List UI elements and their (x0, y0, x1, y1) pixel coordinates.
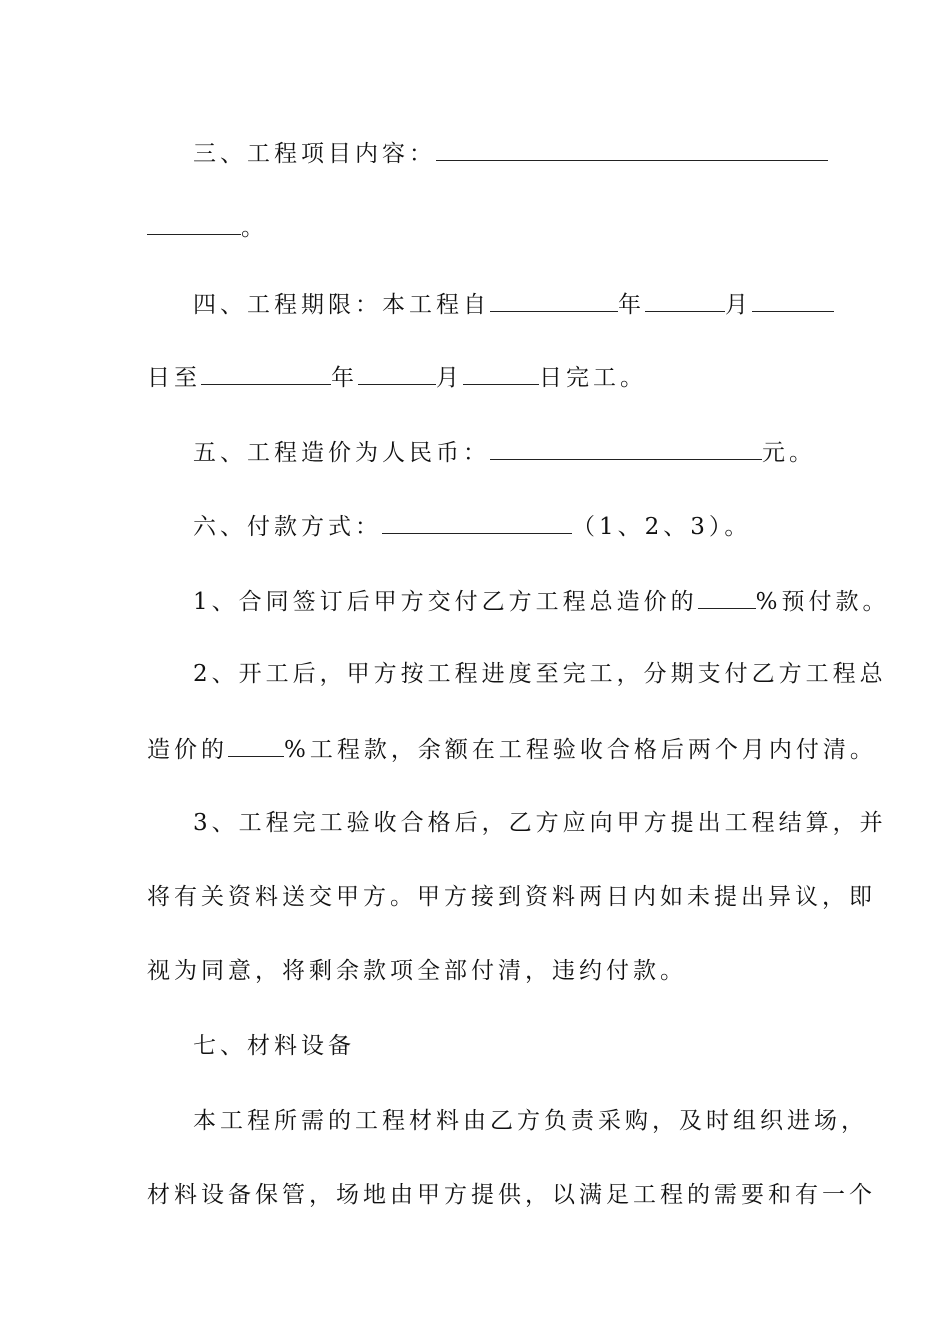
project-content-blank (436, 132, 828, 161)
section-6-line (193, 505, 853, 545)
section-5-heading: 五、工程造价为人民币： (193, 440, 490, 466)
section-4-heading: 四、工程期限：本工程自 (193, 292, 490, 318)
end-month-label: 月 (436, 365, 463, 391)
clause-2-cont-b: %工程款，余额在工程验收合格后两个月内付清。 (284, 737, 877, 763)
section-4-line (193, 283, 853, 323)
start-day-blank (752, 283, 834, 312)
clause-3-text: 3、工程完工验收合格后，乙方应向甲方提出工程结算，并 (193, 810, 887, 836)
clause-2-text: 2、开工后，甲方按工程进度至完工，分期支付乙方工程总 (193, 661, 887, 687)
section-7-line (193, 1026, 853, 1066)
month-label: 月 (725, 292, 752, 318)
clause-1-line (193, 580, 890, 620)
section-7-paragraph-line-1 (193, 1101, 868, 1141)
section-3-heading: 三、工程项目内容： (193, 141, 436, 167)
day-to-label: 日至 (147, 365, 201, 391)
clause-3-line (193, 803, 887, 843)
clause-3-cont-1: 将有关资料送交甲方。甲方接到资料两日内如未提出异议，即 (147, 884, 876, 910)
section-7-text-2: 材料设备保管，场地由甲方提供，以满足工程的需要和有一个 (147, 1182, 876, 1208)
section-6-heading: 六、付款方式： (193, 514, 382, 540)
period-mark: 。 (241, 215, 268, 241)
start-month-blank (645, 283, 725, 312)
section-7-text-1: 本工程所需的工程材料由乙方负责采购，及时组织进场， (193, 1108, 868, 1134)
section-3-line (193, 132, 853, 172)
section-4-continuation (147, 356, 807, 396)
section-5-line (193, 431, 853, 471)
section-7-heading: 七、材料设备 (193, 1033, 355, 1059)
end-year-label: 年 (331, 365, 358, 391)
end-year-blank (201, 356, 331, 385)
progress-percent-blank (228, 728, 284, 757)
advance-percent-blank (698, 580, 756, 609)
currency-unit: 元。 (762, 440, 816, 466)
section-3-continuation (147, 206, 807, 246)
clause-3-continuation-2 (147, 951, 807, 991)
clause-2-line (193, 654, 887, 694)
clause-3-continuation-1 (147, 877, 876, 917)
end-month-blank (358, 356, 436, 385)
completion-label: 日完工。 (539, 365, 647, 391)
payment-method-blank (382, 505, 572, 534)
price-blank (490, 431, 762, 460)
end-day-blank (463, 356, 539, 385)
clause-2-continuation (147, 728, 877, 768)
advance-payment-label: %预付款。 (755, 589, 890, 615)
clause-3-cont-2: 视为同意，将剩余款项全部付清，违约付款。 (147, 958, 687, 984)
project-content-blank-cont (147, 206, 241, 235)
clause-1-text: 1、合同签订后甲方交付乙方工程总造价的 (193, 589, 698, 615)
section-7-paragraph-line-2 (147, 1175, 876, 1215)
start-year-blank (490, 283, 618, 312)
clause-2-cont-a: 造价的 (147, 737, 228, 763)
payment-options: （1、2、3）。 (572, 514, 752, 540)
year-label: 年 (618, 292, 645, 318)
